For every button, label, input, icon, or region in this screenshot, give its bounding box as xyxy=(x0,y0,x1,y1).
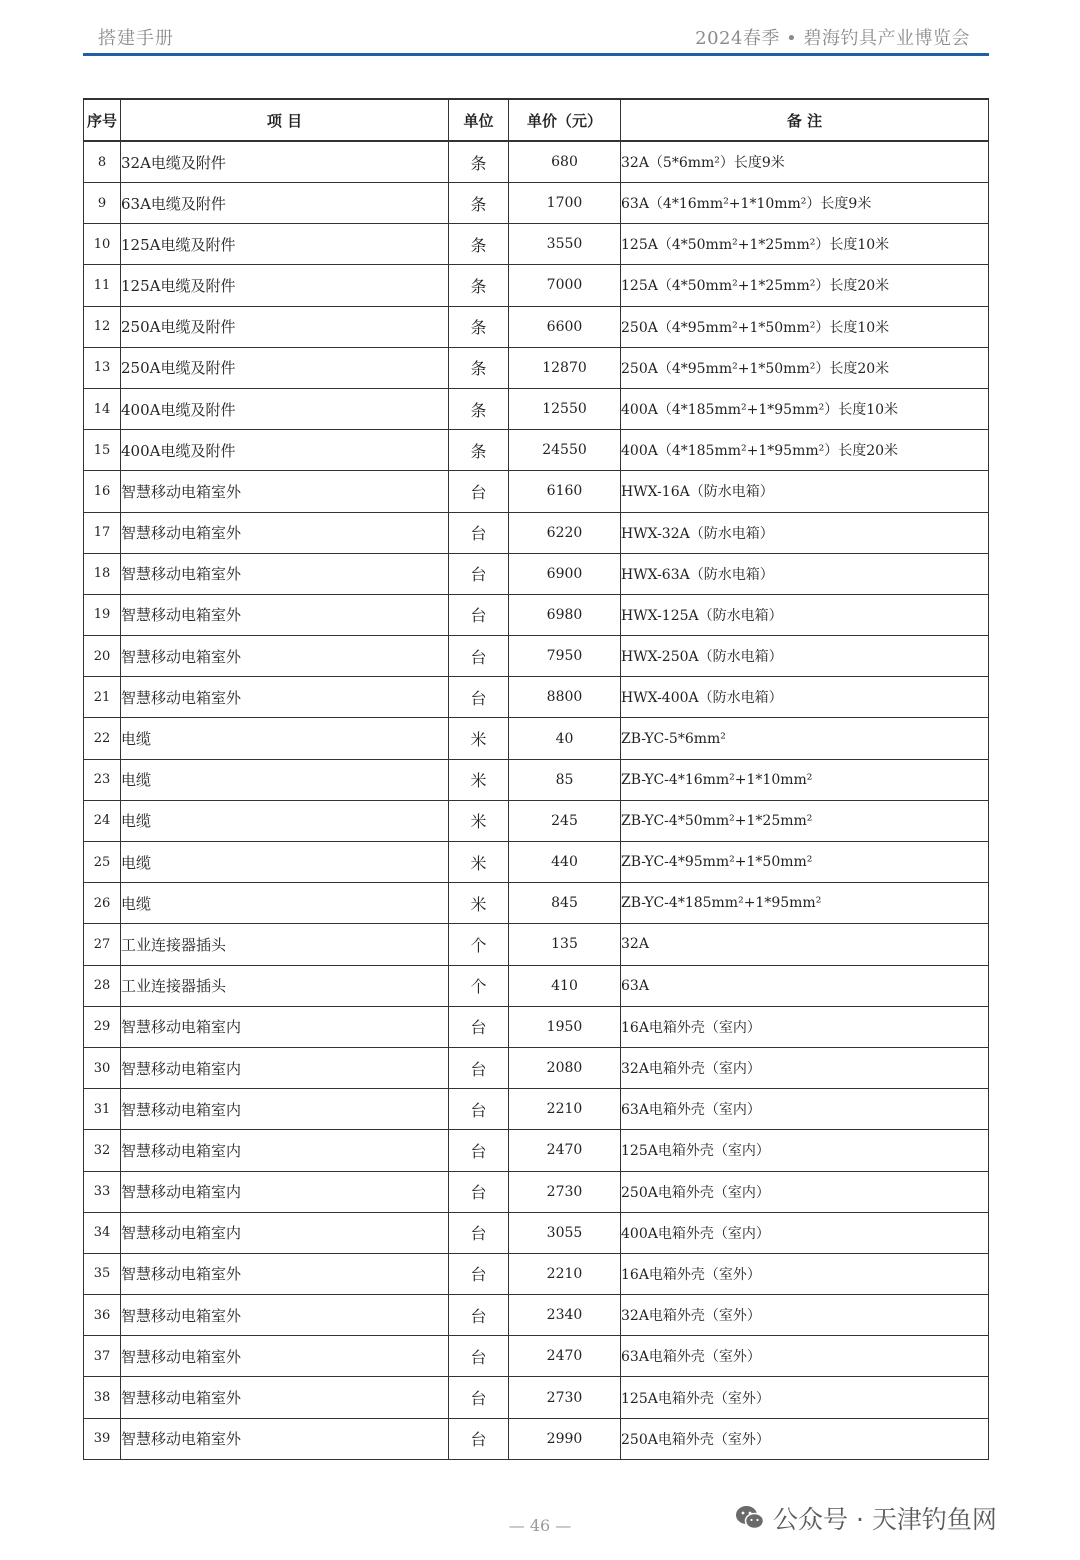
cell-price: 440 xyxy=(509,842,621,883)
cell-note: 16A电箱外壳（室外） xyxy=(621,1253,989,1294)
cell-item: 智慧移动电箱室外 xyxy=(121,677,449,718)
cell-no: 34 xyxy=(84,1212,121,1253)
cell-item: 智慧移动电箱室外 xyxy=(121,636,449,677)
cell-unit: 条 xyxy=(449,388,509,429)
cell-price: 7950 xyxy=(509,636,621,677)
cell-note: 250A电箱外壳（室外） xyxy=(621,1418,989,1459)
cell-item: 智慧移动电箱室外 xyxy=(121,1253,449,1294)
cell-item: 电缆 xyxy=(121,759,449,800)
cell-no: 39 xyxy=(84,1418,121,1459)
cell-price: 24550 xyxy=(509,430,621,471)
cell-no: 15 xyxy=(84,430,121,471)
cell-no: 32 xyxy=(84,1130,121,1171)
table-row xyxy=(84,141,989,183)
cell-item: 工业连接器插头 xyxy=(121,924,449,965)
cell-unit: 条 xyxy=(449,224,509,265)
cell-no: 31 xyxy=(84,1089,121,1130)
cell-item: 智慧移动电箱室外 xyxy=(121,1336,449,1377)
cell-price: 12550 xyxy=(509,388,621,429)
cell-item: 智慧移动电箱室外 xyxy=(121,553,449,594)
cell-price: 3550 xyxy=(509,224,621,265)
cell-price: 135 xyxy=(509,924,621,965)
cell-price: 2730 xyxy=(509,1377,621,1418)
cell-item: 智慧移动电箱室外 xyxy=(121,594,449,635)
cell-price: 3055 xyxy=(509,1212,621,1253)
table-row xyxy=(84,883,989,924)
watermark xyxy=(735,1500,997,1536)
column-header-item: 项 目 xyxy=(121,99,449,141)
table-row xyxy=(84,224,989,265)
cell-unit: 米 xyxy=(449,800,509,841)
cell-price: 6980 xyxy=(509,594,621,635)
cell-unit: 台 xyxy=(449,471,509,512)
cell-note: HWX-125A（防水电箱） xyxy=(621,594,989,635)
cell-unit: 台 xyxy=(449,1253,509,1294)
watermark-text: 公众号 · 天津钓鱼网 xyxy=(773,1505,997,1534)
cell-unit: 个 xyxy=(449,965,509,1006)
table-row xyxy=(84,553,989,594)
cell-unit: 台 xyxy=(449,1377,509,1418)
cell-price: 2470 xyxy=(509,1130,621,1171)
cell-price: 85 xyxy=(509,759,621,800)
page-number: — 46 — xyxy=(508,1516,572,1535)
cell-price: 2470 xyxy=(509,1336,621,1377)
cell-note: 63A电箱外壳（室内） xyxy=(621,1089,989,1130)
cell-note: ZB-YC-4*16mm²+1*10mm² xyxy=(621,759,989,800)
cell-price: 6220 xyxy=(509,512,621,553)
cell-item: 智慧移动电箱室外 xyxy=(121,1295,449,1336)
cell-item: 智慧移动电箱室内 xyxy=(121,1212,449,1253)
cell-item: 工业连接器插头 xyxy=(121,965,449,1006)
cell-no: 19 xyxy=(84,594,121,635)
cell-note: 125A电箱外壳（室内） xyxy=(621,1130,989,1171)
cell-unit: 条 xyxy=(449,430,509,471)
cell-unit: 台 xyxy=(449,1171,509,1212)
cell-note: HWX-16A（防水电箱） xyxy=(621,471,989,512)
column-header-no: 序号 xyxy=(84,99,121,141)
cell-price: 6160 xyxy=(509,471,621,512)
cell-no: 24 xyxy=(84,800,121,841)
cell-unit: 条 xyxy=(449,347,509,388)
table-row xyxy=(84,965,989,1006)
header-event-title: 2024春季 • 碧海钓具产业博览会 xyxy=(695,28,970,49)
cell-price: 1700 xyxy=(509,183,621,224)
table-row xyxy=(84,800,989,841)
cell-unit: 米 xyxy=(449,883,509,924)
cell-unit: 米 xyxy=(449,842,509,883)
cell-unit: 米 xyxy=(449,718,509,759)
table-row xyxy=(84,388,989,429)
column-header-unit: 单位 xyxy=(449,99,509,141)
cell-item: 智慧移动电箱室内 xyxy=(121,1130,449,1171)
table-row xyxy=(84,718,989,759)
cell-unit: 台 xyxy=(449,1047,509,1088)
cell-no: 36 xyxy=(84,1295,121,1336)
table-row xyxy=(84,677,989,718)
cell-unit: 米 xyxy=(449,759,509,800)
cell-no: 35 xyxy=(84,1253,121,1294)
cell-item: 电缆 xyxy=(121,883,449,924)
cell-item: 400A电缆及附件 xyxy=(121,388,449,429)
cell-unit: 台 xyxy=(449,1336,509,1377)
table-row xyxy=(84,183,989,224)
cell-price: 6600 xyxy=(509,306,621,347)
cell-item: 63A电缆及附件 xyxy=(121,183,449,224)
cell-unit: 条 xyxy=(449,265,509,306)
cell-unit: 台 xyxy=(449,1006,509,1047)
cell-item: 智慧移动电箱室外 xyxy=(121,1418,449,1459)
cell-note: HWX-63A（防水电箱） xyxy=(621,553,989,594)
table-row xyxy=(84,265,989,306)
table-row xyxy=(84,842,989,883)
table-row xyxy=(84,347,989,388)
table-row xyxy=(84,471,989,512)
cell-price: 1950 xyxy=(509,1006,621,1047)
cell-no: 26 xyxy=(84,883,121,924)
cell-no: 16 xyxy=(84,471,121,512)
cell-item: 32A电缆及附件 xyxy=(121,141,449,183)
cell-note: HWX-400A（防水电箱） xyxy=(621,677,989,718)
column-header-note: 备 注 xyxy=(621,99,989,141)
cell-note: ZB-YC-4*50mm²+1*25mm² xyxy=(621,800,989,841)
cell-price: 845 xyxy=(509,883,621,924)
cell-note: 16A电箱外壳（室内） xyxy=(621,1006,989,1047)
cell-no: 10 xyxy=(84,224,121,265)
cell-no: 11 xyxy=(84,265,121,306)
cell-note: 250A（4*95mm²+1*50mm²）长度10米 xyxy=(621,306,989,347)
cell-price: 2210 xyxy=(509,1253,621,1294)
wechat-icon xyxy=(735,1504,765,1532)
cell-unit: 台 xyxy=(449,553,509,594)
cell-item: 智慧移动电箱室内 xyxy=(121,1089,449,1130)
cell-price: 2210 xyxy=(509,1089,621,1130)
cell-price: 2080 xyxy=(509,1047,621,1088)
cell-unit: 台 xyxy=(449,1089,509,1130)
cell-price: 12870 xyxy=(509,347,621,388)
table-header-row xyxy=(84,99,989,141)
table-row xyxy=(84,1253,989,1294)
cell-note: 125A（4*50mm²+1*25mm²）长度20米 xyxy=(621,265,989,306)
cell-note: 63A xyxy=(621,965,989,1006)
table-row xyxy=(84,1171,989,1212)
cell-price: 8800 xyxy=(509,677,621,718)
cell-no: 25 xyxy=(84,842,121,883)
cell-unit: 台 xyxy=(449,1418,509,1459)
table-row xyxy=(84,512,989,553)
table-row xyxy=(84,1047,989,1088)
table-row xyxy=(84,430,989,471)
cell-note: 125A电箱外壳（室外） xyxy=(621,1377,989,1418)
table-row xyxy=(84,1377,989,1418)
cell-unit: 条 xyxy=(449,306,509,347)
cell-item: 250A电缆及附件 xyxy=(121,347,449,388)
cell-unit: 台 xyxy=(449,594,509,635)
cell-note: 125A（4*50mm²+1*25mm²）长度10米 xyxy=(621,224,989,265)
cell-item: 智慧移动电箱室内 xyxy=(121,1171,449,1212)
cell-price: 6900 xyxy=(509,553,621,594)
table-row xyxy=(84,1212,989,1253)
cell-no: 14 xyxy=(84,388,121,429)
cell-no: 21 xyxy=(84,677,121,718)
cell-item: 智慧移动电箱室外 xyxy=(121,471,449,512)
table-row xyxy=(84,636,989,677)
table-row xyxy=(84,1295,989,1336)
cell-note: 63A（4*16mm²+1*10mm²）长度9米 xyxy=(621,183,989,224)
cell-note: 32A xyxy=(621,924,989,965)
cell-no: 37 xyxy=(84,1336,121,1377)
table-row xyxy=(84,1418,989,1459)
cell-unit: 台 xyxy=(449,1212,509,1253)
cell-price: 7000 xyxy=(509,265,621,306)
header-divider xyxy=(83,53,989,56)
cell-unit: 台 xyxy=(449,1295,509,1336)
cell-price: 2730 xyxy=(509,1171,621,1212)
cell-note: 32A（5*6mm²）长度9米 xyxy=(621,141,989,183)
cell-unit: 台 xyxy=(449,636,509,677)
cell-price: 680 xyxy=(509,141,621,183)
cell-item: 智慧移动电箱室外 xyxy=(121,1377,449,1418)
cell-note: ZB-YC-5*6mm² xyxy=(621,718,989,759)
price-table xyxy=(83,98,989,1460)
column-header-price: 单价（元） xyxy=(509,99,621,141)
table-row xyxy=(84,1006,989,1047)
cell-item: 智慧移动电箱室外 xyxy=(121,512,449,553)
cell-unit: 台 xyxy=(449,512,509,553)
cell-note: ZB-YC-4*95mm²+1*50mm² xyxy=(621,842,989,883)
table-row xyxy=(84,924,989,965)
table-row xyxy=(84,759,989,800)
cell-no: 27 xyxy=(84,924,121,965)
cell-note: HWX-250A（防水电箱） xyxy=(621,636,989,677)
cell-note: 250A（4*95mm²+1*50mm²）长度20米 xyxy=(621,347,989,388)
table-row xyxy=(84,306,989,347)
cell-item: 电缆 xyxy=(121,842,449,883)
table-row xyxy=(84,594,989,635)
cell-item: 智慧移动电箱室内 xyxy=(121,1047,449,1088)
cell-no: 20 xyxy=(84,636,121,677)
cell-item: 125A电缆及附件 xyxy=(121,265,449,306)
cell-no: 13 xyxy=(84,347,121,388)
cell-item: 电缆 xyxy=(121,800,449,841)
cell-unit: 条 xyxy=(449,141,509,183)
cell-no: 29 xyxy=(84,1006,121,1047)
cell-note: 63A电箱外壳（室外） xyxy=(621,1336,989,1377)
cell-note: 400A（4*185mm²+1*95mm²）长度10米 xyxy=(621,388,989,429)
cell-note: 250A电箱外壳（室内） xyxy=(621,1171,989,1212)
table-row xyxy=(84,1089,989,1130)
cell-no: 17 xyxy=(84,512,121,553)
cell-no: 8 xyxy=(84,141,121,183)
cell-no: 30 xyxy=(84,1047,121,1088)
cell-no: 23 xyxy=(84,759,121,800)
cell-price: 2340 xyxy=(509,1295,621,1336)
table-body xyxy=(84,141,989,1459)
cell-note: 400A电箱外壳（室内） xyxy=(621,1212,989,1253)
table-row xyxy=(84,1130,989,1171)
cell-no: 18 xyxy=(84,553,121,594)
cell-no: 9 xyxy=(84,183,121,224)
cell-price: 245 xyxy=(509,800,621,841)
cell-unit: 台 xyxy=(449,1130,509,1171)
cell-item: 400A电缆及附件 xyxy=(121,430,449,471)
header-manual-title: 搭建手册 xyxy=(98,28,174,49)
cell-price: 2990 xyxy=(509,1418,621,1459)
cell-no: 28 xyxy=(84,965,121,1006)
table-row xyxy=(84,1336,989,1377)
cell-unit: 台 xyxy=(449,677,509,718)
cell-note: 400A（4*185mm²+1*95mm²）长度20米 xyxy=(621,430,989,471)
cell-item: 125A电缆及附件 xyxy=(121,224,449,265)
cell-note: HWX-32A（防水电箱） xyxy=(621,512,989,553)
cell-unit: 条 xyxy=(449,183,509,224)
cell-unit: 个 xyxy=(449,924,509,965)
cell-no: 12 xyxy=(84,306,121,347)
cell-item: 智慧移动电箱室内 xyxy=(121,1006,449,1047)
cell-note: 32A电箱外壳（室外） xyxy=(621,1295,989,1336)
cell-price: 40 xyxy=(509,718,621,759)
cell-no: 22 xyxy=(84,718,121,759)
cell-no: 33 xyxy=(84,1171,121,1212)
cell-note: ZB-YC-4*185mm²+1*95mm² xyxy=(621,883,989,924)
cell-price: 410 xyxy=(509,965,621,1006)
cell-note: 32A电箱外壳（室内） xyxy=(621,1047,989,1088)
cell-item: 250A电缆及附件 xyxy=(121,306,449,347)
cell-no: 38 xyxy=(84,1377,121,1418)
cell-item: 电缆 xyxy=(121,718,449,759)
